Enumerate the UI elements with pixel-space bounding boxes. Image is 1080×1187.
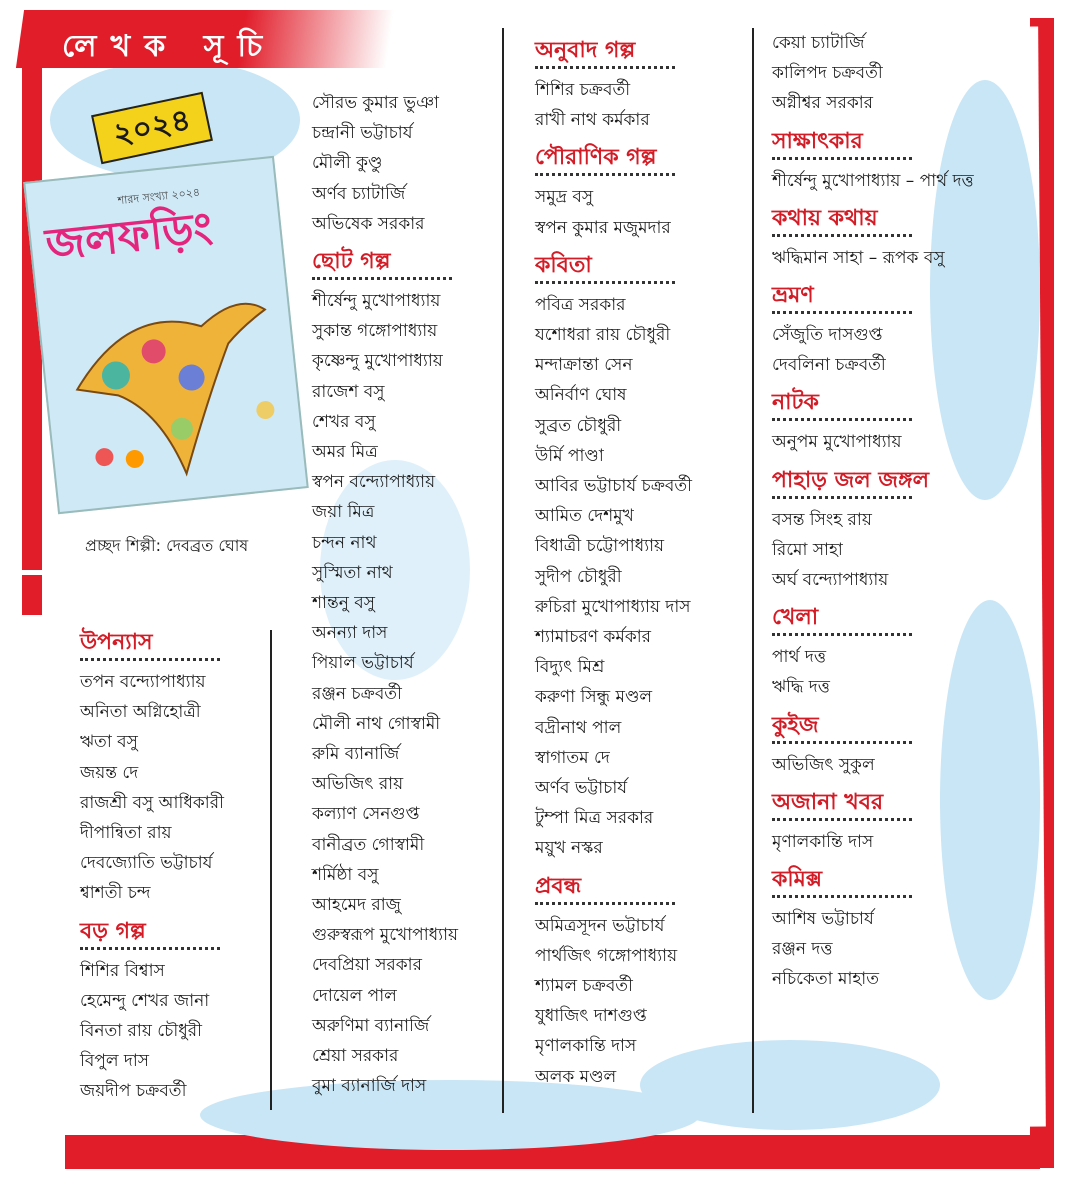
contributor-name: অনন্যা দাস [312, 623, 388, 644]
column-divider [270, 630, 272, 1110]
contributor-name: রঞ্জন দত্ত [772, 939, 833, 960]
dotted-divider [772, 895, 912, 898]
contributor-name: মৌলী নাথ গোস্বামী [312, 713, 441, 734]
contributor-name: সুকান্ত গঙ্গোপাধ্যায় [312, 321, 438, 342]
contributor-name: দেবজ্যোতি ভট্টাচার্য [80, 853, 213, 874]
contributor-name: যুধাজিৎ দাশগুপ্ত [535, 1006, 647, 1027]
dotted-divider [535, 281, 675, 284]
contributor-name: যশোধরা রায় চৌধুরী [535, 325, 671, 346]
contributor-name: আহমেদ রাজু [312, 895, 401, 916]
contributor-name: শর্মিষ্ঠা বসু [312, 864, 379, 885]
dotted-divider [772, 157, 912, 160]
contributor-name: মন্দাক্রান্তা সেন [535, 355, 633, 376]
contributor-name: রিমো সাহা [772, 539, 843, 560]
column-divider [752, 28, 754, 1113]
name-list [535, 75, 692, 135]
name-list [535, 182, 692, 242]
page-title: লেখক সূচি [62, 29, 277, 64]
dotted-divider [772, 311, 912, 314]
contributor-name: রাখী নাথ কর্মকার [535, 110, 650, 131]
category-block [80, 917, 224, 1107]
contributor-name: বানীব্রত গোস্বামী [312, 834, 425, 855]
contributor-name: বুমা ব্যানার্জি দাস [312, 1076, 427, 1097]
column-divider [502, 28, 504, 1113]
name-list [772, 28, 974, 119]
contributor-name: সুদীপ চৌধুরী [535, 566, 622, 587]
contributor-name: শিশির চক্রবর্তী [535, 80, 631, 100]
category-heading: প্রবন্ধ [535, 873, 582, 899]
contributor-name: জয়া মিত্র [312, 502, 375, 523]
name-list [535, 290, 692, 864]
contributor-name: শ্বাশতী চন্দ [80, 883, 151, 904]
category-heading: ভ্রমণ [772, 283, 814, 309]
contributor-name: চন্দ্রানী ভট্টাচার্য [312, 123, 413, 144]
category-heading: বড় গল্প [80, 918, 146, 944]
name-list [312, 88, 458, 239]
contributor-name: গুরুস্বরূপ মুখোপাধ্যায় [312, 925, 459, 946]
column-3 [535, 28, 692, 1092]
column-4 [772, 28, 974, 995]
contributor-name: দীপান্বিতা রায় [80, 823, 172, 844]
magazine-cover [23, 156, 309, 515]
contributor-name: অমিত্রসূদন ভট্টাচার্য [535, 915, 665, 936]
contributor-name: অভিজিৎ রায় [312, 774, 404, 795]
contributor-name: রাজশ্রী বসু আধিকারী [80, 792, 224, 813]
dotted-divider [772, 496, 912, 499]
contributor-name: অর্ঘ বন্দ্যোপাধ্যায় [772, 570, 889, 591]
contributor-name: অর্ণব চ্যাটার্জি [312, 183, 406, 204]
contributor-name: কৃষ্ণেন্দু মুখোপাধ্যায় [312, 351, 443, 372]
contributor-name: অভিষেক সরকার [312, 213, 425, 234]
contributor-name: আমিত দেশমুখ [535, 506, 634, 527]
dotted-divider [772, 741, 912, 744]
dotted-divider [80, 658, 220, 661]
contributor-name: স্বপন বন্দ্যোপাধ্যায় [312, 472, 436, 493]
contributor-name: সৌরভ কুমার ভুঞা [312, 93, 439, 113]
contributor-name: শিশির বিশ্বাস [80, 960, 165, 981]
contributor-name: নচিকেতা মাহাত [772, 969, 879, 990]
category-heading: কুইজ [772, 712, 819, 738]
category-heading: উপন্যাস [80, 630, 153, 655]
category-heading: কথায় কথায় [772, 205, 878, 231]
category-stack [772, 127, 974, 995]
cover-subtitle: শারদ সংখ্যা ২০২৪ [117, 185, 201, 208]
category-heading: অজানা খবর [772, 789, 884, 815]
category-heading: পৌরাণিক গল্প [535, 145, 657, 171]
contributor-name: বিপুল দাস [80, 1051, 150, 1072]
contributor-name: মৌলী কুণ্ডু [312, 153, 383, 174]
category-heading: খেলা [772, 605, 819, 631]
dotted-divider [80, 947, 220, 950]
column-1 [80, 620, 224, 1107]
contributor-name: চন্দন নাথ [312, 532, 377, 553]
contributor-name: অনুপম মুখোপাধ্যায় [772, 432, 902, 453]
category-block [80, 628, 224, 909]
contributor-name: ঋতা বসু [80, 732, 138, 753]
dotted-divider [535, 66, 675, 69]
name-list [80, 956, 224, 1107]
category-heading: কবিতা [535, 252, 592, 278]
contributor-name: বিনতা রায় চৌধুরী [80, 1021, 202, 1042]
contributor-name: পার্থ দত্ত [772, 647, 826, 668]
contributor-name: শ্রেয়া সরকার [312, 1046, 399, 1067]
contributor-name: বিধাত্রী চট্টোপাধ্যায় [535, 536, 665, 557]
dotted-divider [772, 633, 912, 636]
contributor-name: রঞ্জন চক্রবর্তী [312, 683, 402, 704]
contributor-name: অর্ণব ভট্টাচার্য [535, 778, 628, 799]
contributor-name: তপন বন্দ্যোপাধ্যায় [80, 672, 206, 692]
category-heading: পাহাড় জল জঙ্গল [772, 467, 930, 493]
category-heading: নাটক [772, 390, 819, 416]
cover-credit: প্রচ্ছদ শিল্পী: দেবব্রত ঘোষ [85, 536, 249, 555]
contributor-name: রুমি ব্যানার্জি [312, 744, 400, 765]
contributor-name: কেয়া চ্যাটার্জি [772, 33, 865, 53]
contributor-name: মৃণালকান্তি দাস [535, 1036, 637, 1057]
contributor-name: শীর্ষেন্দু মুখোপাধ্যায় [312, 291, 441, 312]
contributor-name: অনির্বাণ ঘোষ [535, 385, 627, 406]
contributor-name: ঋদ্ধিমান সাহা – রূপক বসু [772, 247, 945, 268]
dotted-divider [772, 818, 912, 821]
bird-illustration [45, 248, 298, 501]
contributor-name: বসন্ত সিংহ রায় [772, 509, 872, 530]
contributor-name: সুব্রত চৌধুরী [535, 415, 622, 436]
contributor-name: দেবপ্রিয়া সরকার [312, 955, 422, 976]
contributor-name: কালিপদ চক্রবর্তী [772, 63, 883, 84]
contributor-name: কল্যাণ সেনগুপ্ত [312, 804, 420, 825]
category-heading: সাক্ষাৎকার [772, 128, 863, 154]
contributor-name: ঋদ্ধি দত্ত [772, 677, 830, 698]
contributor-name: শেখর বসু [312, 411, 376, 432]
contributor-name: শ্যামল চক্রবর্তী [535, 976, 633, 997]
contributor-name: স্বাগাতম দে [535, 747, 610, 768]
name-list [535, 911, 692, 1092]
contributor-name: অমর মিত্র [312, 442, 378, 463]
contributor-name: স্বপন কুমার মজুমদার [535, 217, 671, 238]
contributor-name: অনিতা অগ্নিহোত্রী [80, 702, 201, 723]
contributor-name: সুস্মিতা নাথ [312, 562, 393, 583]
dotted-divider [772, 418, 912, 421]
name-list [80, 667, 224, 909]
dotted-divider [312, 277, 452, 280]
contributor-name: পবিত্র সরকার [535, 294, 626, 315]
contributor-name: আবির ভট্টাচার্য চক্রবর্তী [535, 476, 692, 497]
contributor-name: অলক মণ্ডল [535, 1066, 617, 1087]
contributor-name: শ্যামাচরণ কর্মকার [535, 627, 652, 648]
dotted-divider [772, 234, 912, 237]
category-heading: অনুবাদ গল্প [535, 38, 636, 63]
contributor-name: আশিষ ভট্টাচার্য [772, 909, 874, 930]
contributor-name: হেমেন্দু শেখর জানা [80, 990, 210, 1011]
contributor-name: জয়দীপ চক্রবর্তী [80, 1081, 187, 1102]
contributor-name: বদ্রীনাথ পাল [535, 717, 622, 738]
contributor-name: উর্মি পাণ্ডা [535, 445, 604, 466]
contributor-name: পার্থজিৎ গঙ্গোপাধ্যায় [535, 945, 678, 966]
category-heading: কমিক্স [772, 867, 823, 893]
contributor-name: মৃণালকান্তি দাস [772, 831, 874, 852]
contributor-name: অগ্নীশ্বর সরকার [772, 93, 874, 114]
contributor-name: বিদ্যুৎ মিশ্র [535, 657, 605, 678]
contributor-name: রুচিরা মুখোপাধ্যায় দাস [535, 596, 691, 617]
cover-masthead: জলফড়িং [43, 202, 215, 271]
red-frame-left-lower [22, 575, 42, 615]
dotted-divider [535, 902, 675, 905]
contributor-name: জয়ন্ত দে [80, 762, 139, 783]
contributor-name: দেবলিনা চক্রবর্তী [772, 355, 886, 376]
contributor-name: ময়ুখ নস্কর [535, 838, 603, 859]
category-heading: ছোট গল্প [312, 249, 391, 275]
contributor-name: করুণা সিন্ধু মণ্ডল [535, 687, 653, 708]
contributor-name: পিয়াল ভট্টাচার্য [312, 653, 414, 674]
year-badge: ২০২৪ [91, 92, 213, 165]
name-list [312, 286, 458, 1101]
dotted-divider [535, 173, 675, 176]
contributor-name: শান্তনু বসু [312, 593, 375, 614]
contributor-name: রাজেশ বসু [312, 381, 385, 402]
contributor-name: টুম্পা মিত্র সরকার [535, 808, 654, 829]
contributor-name: শীর্ষেন্দু মুখোপাধ্যায় – পার্থ দত্ত [772, 170, 974, 191]
contributor-name: সমুদ্র বসু [535, 187, 594, 208]
contributor-name: অরুণিমা ব্যানার্জি [312, 1015, 430, 1036]
contributor-name: অভিজিৎ সুকুল [772, 754, 875, 775]
contributor-name: দোয়েল পাল [312, 985, 397, 1006]
contributor-name: সেঁজুতি দাসগুপ্ত [772, 325, 883, 346]
column-2 [312, 88, 458, 1102]
